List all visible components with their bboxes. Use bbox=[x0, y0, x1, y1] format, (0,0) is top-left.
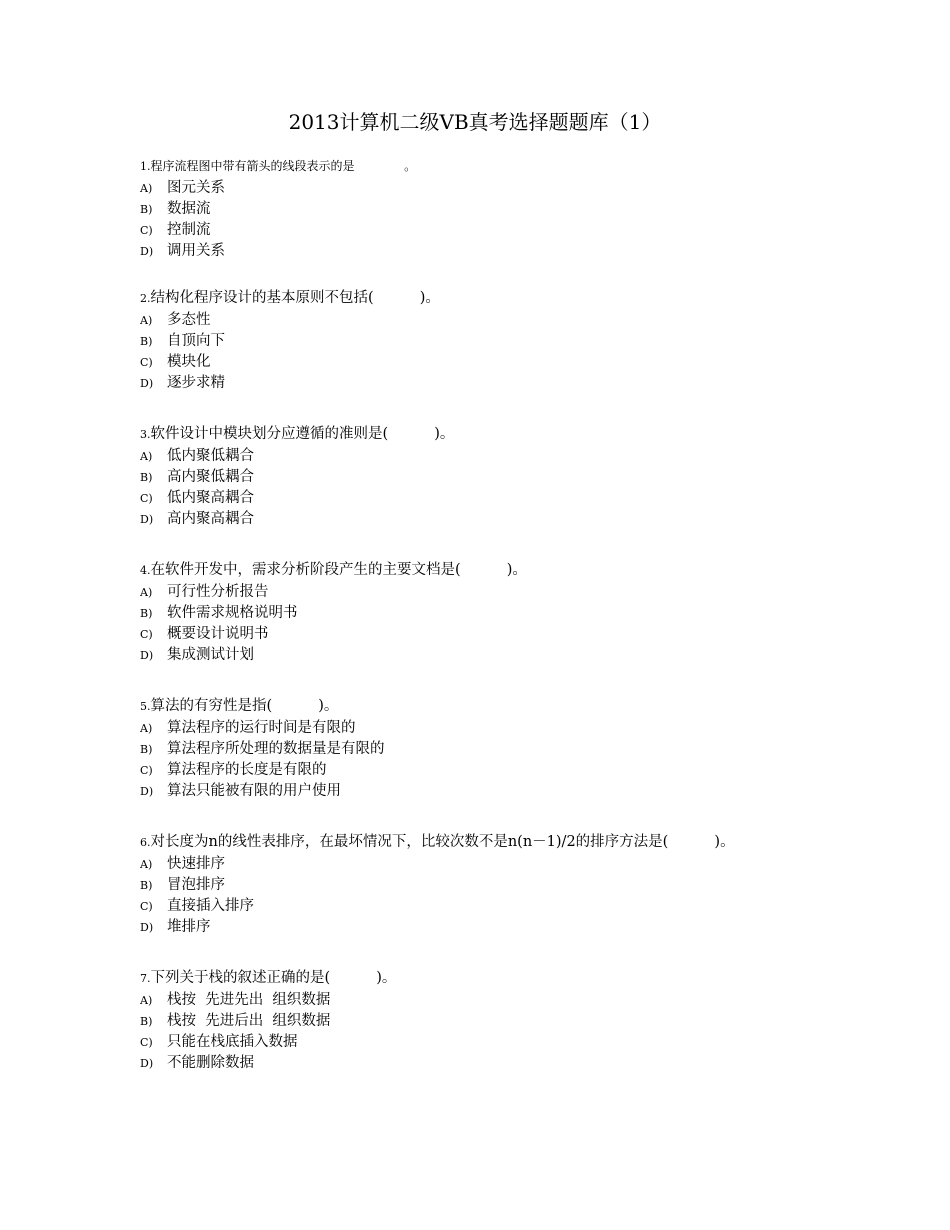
option-text: 快速排序 bbox=[167, 856, 225, 872]
option-letter: D) bbox=[140, 245, 154, 258]
option-letter: A) bbox=[140, 858, 153, 871]
option-letter: D) bbox=[140, 921, 154, 934]
question-number: 6. bbox=[140, 836, 151, 849]
option-letter: C) bbox=[140, 356, 153, 369]
option-text: 直接插入排序 bbox=[167, 898, 254, 914]
option-text: 软件需求规格说明书 bbox=[167, 605, 298, 621]
question-number: 4. bbox=[140, 564, 151, 577]
question-stem bbox=[140, 832, 900, 852]
option-d bbox=[140, 371, 900, 392]
option-b bbox=[140, 873, 900, 894]
question-number: 7. bbox=[140, 972, 151, 985]
option-letter: A) bbox=[140, 722, 153, 735]
question-6 bbox=[140, 832, 900, 936]
option-text: 可行性分析报告 bbox=[167, 584, 269, 600]
option-letter: C) bbox=[140, 764, 153, 777]
question-number: 5. bbox=[140, 700, 151, 713]
option-text: 算法程序的运行时间是有限的 bbox=[167, 720, 356, 736]
option-letter: D) bbox=[140, 377, 154, 390]
option-c bbox=[140, 218, 900, 239]
option-b bbox=[140, 601, 900, 622]
question-3 bbox=[140, 424, 900, 528]
option-text: 高内聚低耦合 bbox=[167, 469, 254, 485]
option-c bbox=[140, 1030, 900, 1051]
option-a bbox=[140, 580, 900, 601]
option-text: 只能在栈底插入数据 bbox=[167, 1034, 298, 1050]
option-text: 自顶向下 bbox=[167, 333, 225, 349]
option-letter: A) bbox=[140, 450, 153, 463]
question-1 bbox=[140, 156, 900, 260]
question-text: 算法的有穷性是指( )。 bbox=[150, 698, 339, 714]
option-c bbox=[140, 350, 900, 371]
option-letter: C) bbox=[140, 492, 153, 505]
option-b bbox=[140, 197, 900, 218]
option-letter: C) bbox=[140, 900, 153, 913]
option-letter: B) bbox=[140, 335, 153, 348]
option-text: 算法只能被有限的用户使用 bbox=[167, 783, 341, 799]
option-text: 栈按 先进先出 组织数据 bbox=[167, 992, 331, 1008]
option-letter: D) bbox=[140, 1057, 154, 1070]
option-text: 调用关系 bbox=[167, 243, 225, 259]
option-letter: B) bbox=[140, 607, 153, 620]
option-text: 不能删除数据 bbox=[167, 1055, 254, 1071]
question-7 bbox=[140, 968, 900, 1072]
option-a bbox=[140, 308, 900, 329]
question-stem bbox=[140, 968, 900, 988]
option-c bbox=[140, 758, 900, 779]
option-text: 栈按 先进后出 组织数据 bbox=[167, 1013, 331, 1029]
option-a bbox=[140, 852, 900, 873]
option-letter: D) bbox=[140, 785, 154, 798]
question-stem bbox=[140, 424, 900, 444]
option-c bbox=[140, 486, 900, 507]
option-a bbox=[140, 988, 900, 1009]
question-text: 结构化程序设计的基本原则不包括( )。 bbox=[150, 290, 440, 306]
question-stem bbox=[140, 156, 900, 176]
option-letter: A) bbox=[140, 182, 153, 195]
option-text: 算法程序所处理的数据量是有限的 bbox=[167, 741, 385, 757]
option-letter: C) bbox=[140, 224, 153, 237]
question-text: 程序流程图中带有箭头的线段表示的是 。 bbox=[150, 159, 417, 173]
option-b bbox=[140, 737, 900, 758]
option-a bbox=[140, 716, 900, 737]
option-letter: A) bbox=[140, 994, 153, 1007]
option-text: 低内聚高耦合 bbox=[167, 490, 254, 506]
question-5 bbox=[140, 696, 900, 800]
option-b bbox=[140, 1009, 900, 1030]
option-text: 冒泡排序 bbox=[167, 877, 225, 893]
question-4 bbox=[140, 560, 900, 664]
question-number: 2. bbox=[140, 292, 151, 305]
option-letter: A) bbox=[140, 586, 153, 599]
question-text: 在软件开发中，需求分析阶段产生的主要文档是( )。 bbox=[150, 562, 527, 578]
question-stem bbox=[140, 696, 900, 716]
option-d bbox=[140, 915, 900, 936]
question-text: 软件设计中模块划分应遵循的准则是( )。 bbox=[150, 426, 455, 442]
option-text: 图元关系 bbox=[167, 180, 225, 196]
option-letter: C) bbox=[140, 628, 153, 641]
option-d bbox=[140, 507, 900, 528]
option-c bbox=[140, 622, 900, 643]
option-d bbox=[140, 1051, 900, 1072]
option-letter: D) bbox=[140, 513, 154, 526]
option-text: 集成测试计划 bbox=[167, 647, 254, 663]
option-b bbox=[140, 329, 900, 350]
option-letter: B) bbox=[140, 879, 153, 892]
option-text: 概要设计说明书 bbox=[167, 626, 269, 642]
question-text: 对长度为n的线性表排序，在最坏情况下，比较次数不是n(n－1)/2的排序方法是( )。 bbox=[150, 834, 735, 850]
option-letter: C) bbox=[140, 1036, 153, 1049]
option-text: 模块化 bbox=[167, 354, 211, 370]
option-text: 控制流 bbox=[167, 222, 211, 238]
option-d bbox=[140, 779, 900, 800]
option-letter: B) bbox=[140, 203, 153, 216]
option-d bbox=[140, 643, 900, 664]
option-letter: B) bbox=[140, 471, 153, 484]
question-stem bbox=[140, 288, 900, 308]
option-a bbox=[140, 176, 900, 197]
option-text: 堆排序 bbox=[167, 919, 211, 935]
option-text: 高内聚高耦合 bbox=[167, 511, 254, 527]
option-text: 逐步求精 bbox=[167, 375, 225, 391]
option-c bbox=[140, 894, 900, 915]
option-d bbox=[140, 239, 900, 260]
question-text: 下列关于栈的叙述正确的是( )。 bbox=[150, 970, 397, 986]
question-2 bbox=[140, 288, 900, 392]
option-letter: D) bbox=[140, 649, 154, 662]
document-title: 2013计算机二级VB真考选择题题库（1） bbox=[288, 110, 662, 134]
question-number: 1. bbox=[140, 160, 151, 173]
option-text: 低内聚低耦合 bbox=[167, 448, 254, 464]
option-a bbox=[140, 444, 900, 465]
option-letter: B) bbox=[140, 743, 153, 756]
option-letter: A) bbox=[140, 314, 153, 327]
option-text: 算法程序的长度是有限的 bbox=[167, 762, 327, 778]
option-b bbox=[140, 465, 900, 486]
option-letter: B) bbox=[140, 1015, 153, 1028]
option-text: 多态性 bbox=[167, 312, 211, 328]
question-number: 3. bbox=[140, 428, 151, 441]
question-stem bbox=[140, 560, 900, 580]
option-text: 数据流 bbox=[167, 201, 211, 217]
